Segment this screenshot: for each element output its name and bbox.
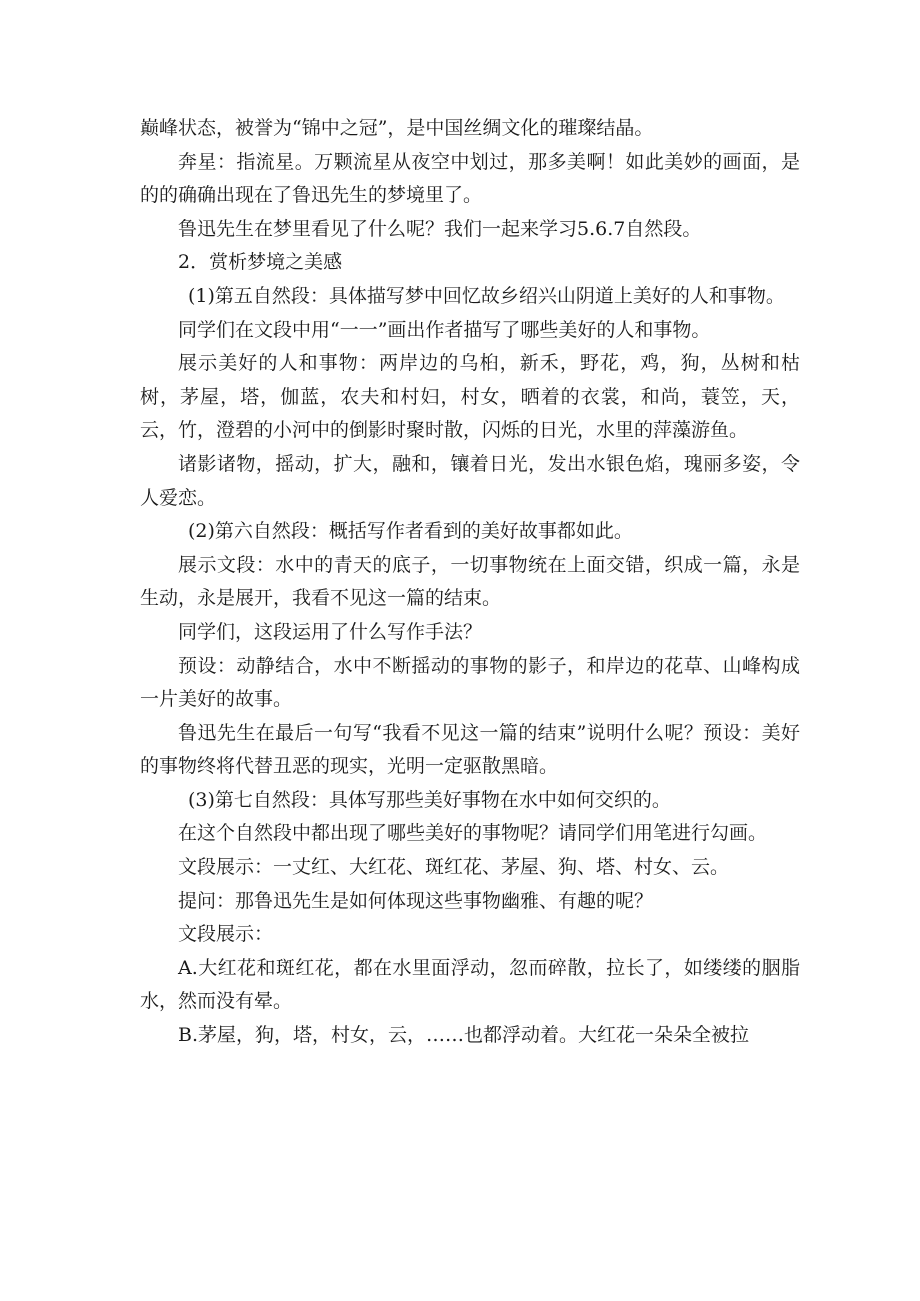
paragraph-11: 同学们，这段运用了什么写作手法？ <box>178 620 483 643</box>
subsection-1: (1)第五自然段：具体描写梦中回忆故乡绍兴山阴道上美好的人和事物。 <box>188 284 785 307</box>
paragraph-15: 在这个自然段中都出现了哪些美好的事物呢？请同学们用笔进行勾画。 <box>178 822 768 845</box>
paragraph-12: 预设：动静结合，水中不断摇动的事物的影子，和岸边的花草、山峰构成一片美好的故事。 <box>140 654 800 711</box>
paragraph-18: 文段展示： <box>178 923 274 946</box>
paragraph-2: 奔星：指流星。万颗流星从夜空中划过，那多美啊！如此美妙的画面，是的的确确出现在了鲁迅先生的梦境里了。 <box>140 150 800 207</box>
paragraph-8: 诸影诸物，摇动，扩大，融和，镶着日光，发出水银色焰，瑰丽多姿，令人爱恋。 <box>140 452 800 509</box>
paragraph-7: 展示美好的人和事物：两岸边的乌桕，新禾，野花，鸡，狗，丛树和枯树，茅屋，塔，伽蓝，农夫和村妇，村女，晒着的衣裳，和尚，蓑笠，天，云，竹，澄碧的小河中的倒影时聚时散，闪烁的日光，水里的萍藻游鱼。 <box>140 352 800 442</box>
paragraph-20: B.茅屋，狗，塔，村女，云，……也都浮动着。大红花一朵朵全被拉 <box>178 1024 750 1047</box>
paragraph-19: A.大红花和斑红花，都在水里面浮动，忽而碎散，拉长了，如缕缕的胭脂水，然而没有晕。 <box>140 956 800 1013</box>
subsection-3: (3)第七自然段：具体写那些美好事物在水中如何交织的。 <box>188 788 671 811</box>
section-heading: 2．赏析梦境之美感 <box>178 251 343 274</box>
paragraph-16: 文段展示：一丈红、大红花、斑红花、茅屋、狗、塔、村女、云。 <box>178 856 730 879</box>
paragraph-17: 提问：那鲁迅先生是如何体现这些事物幽雅、有趣的呢？ <box>178 889 654 912</box>
paragraph-1: 巅峰状态，被誉为“锦中之冠”，是中国丝绸文化的璀璨结晶。 <box>140 117 654 139</box>
paragraph-3: 鲁迅先生在梦里看见了什么呢？我们一起来学习5.6.7自然段。 <box>178 217 702 240</box>
paragraph-13: 鲁迅先生在最后一句写“我看不见这一篇的结束”说明什么呢？预设：美好的事物终将代替丑恶的现实，光明一定驱散黑暗。 <box>140 721 800 778</box>
subsection-2: (2)第六自然段：概括写作者看到的美好故事都如此。 <box>188 520 633 543</box>
paragraph-10: 展示文段：水中的青天的底子，一切事物统在上面交错，织成一篇，永是生动，永是展开，我看不见这一篇的结束。 <box>140 553 800 610</box>
paragraph-6: 同学们在文段中用“一一”画出作者描写了哪些美好的人和事物。 <box>178 318 711 341</box>
document-body <box>140 112 800 1053</box>
